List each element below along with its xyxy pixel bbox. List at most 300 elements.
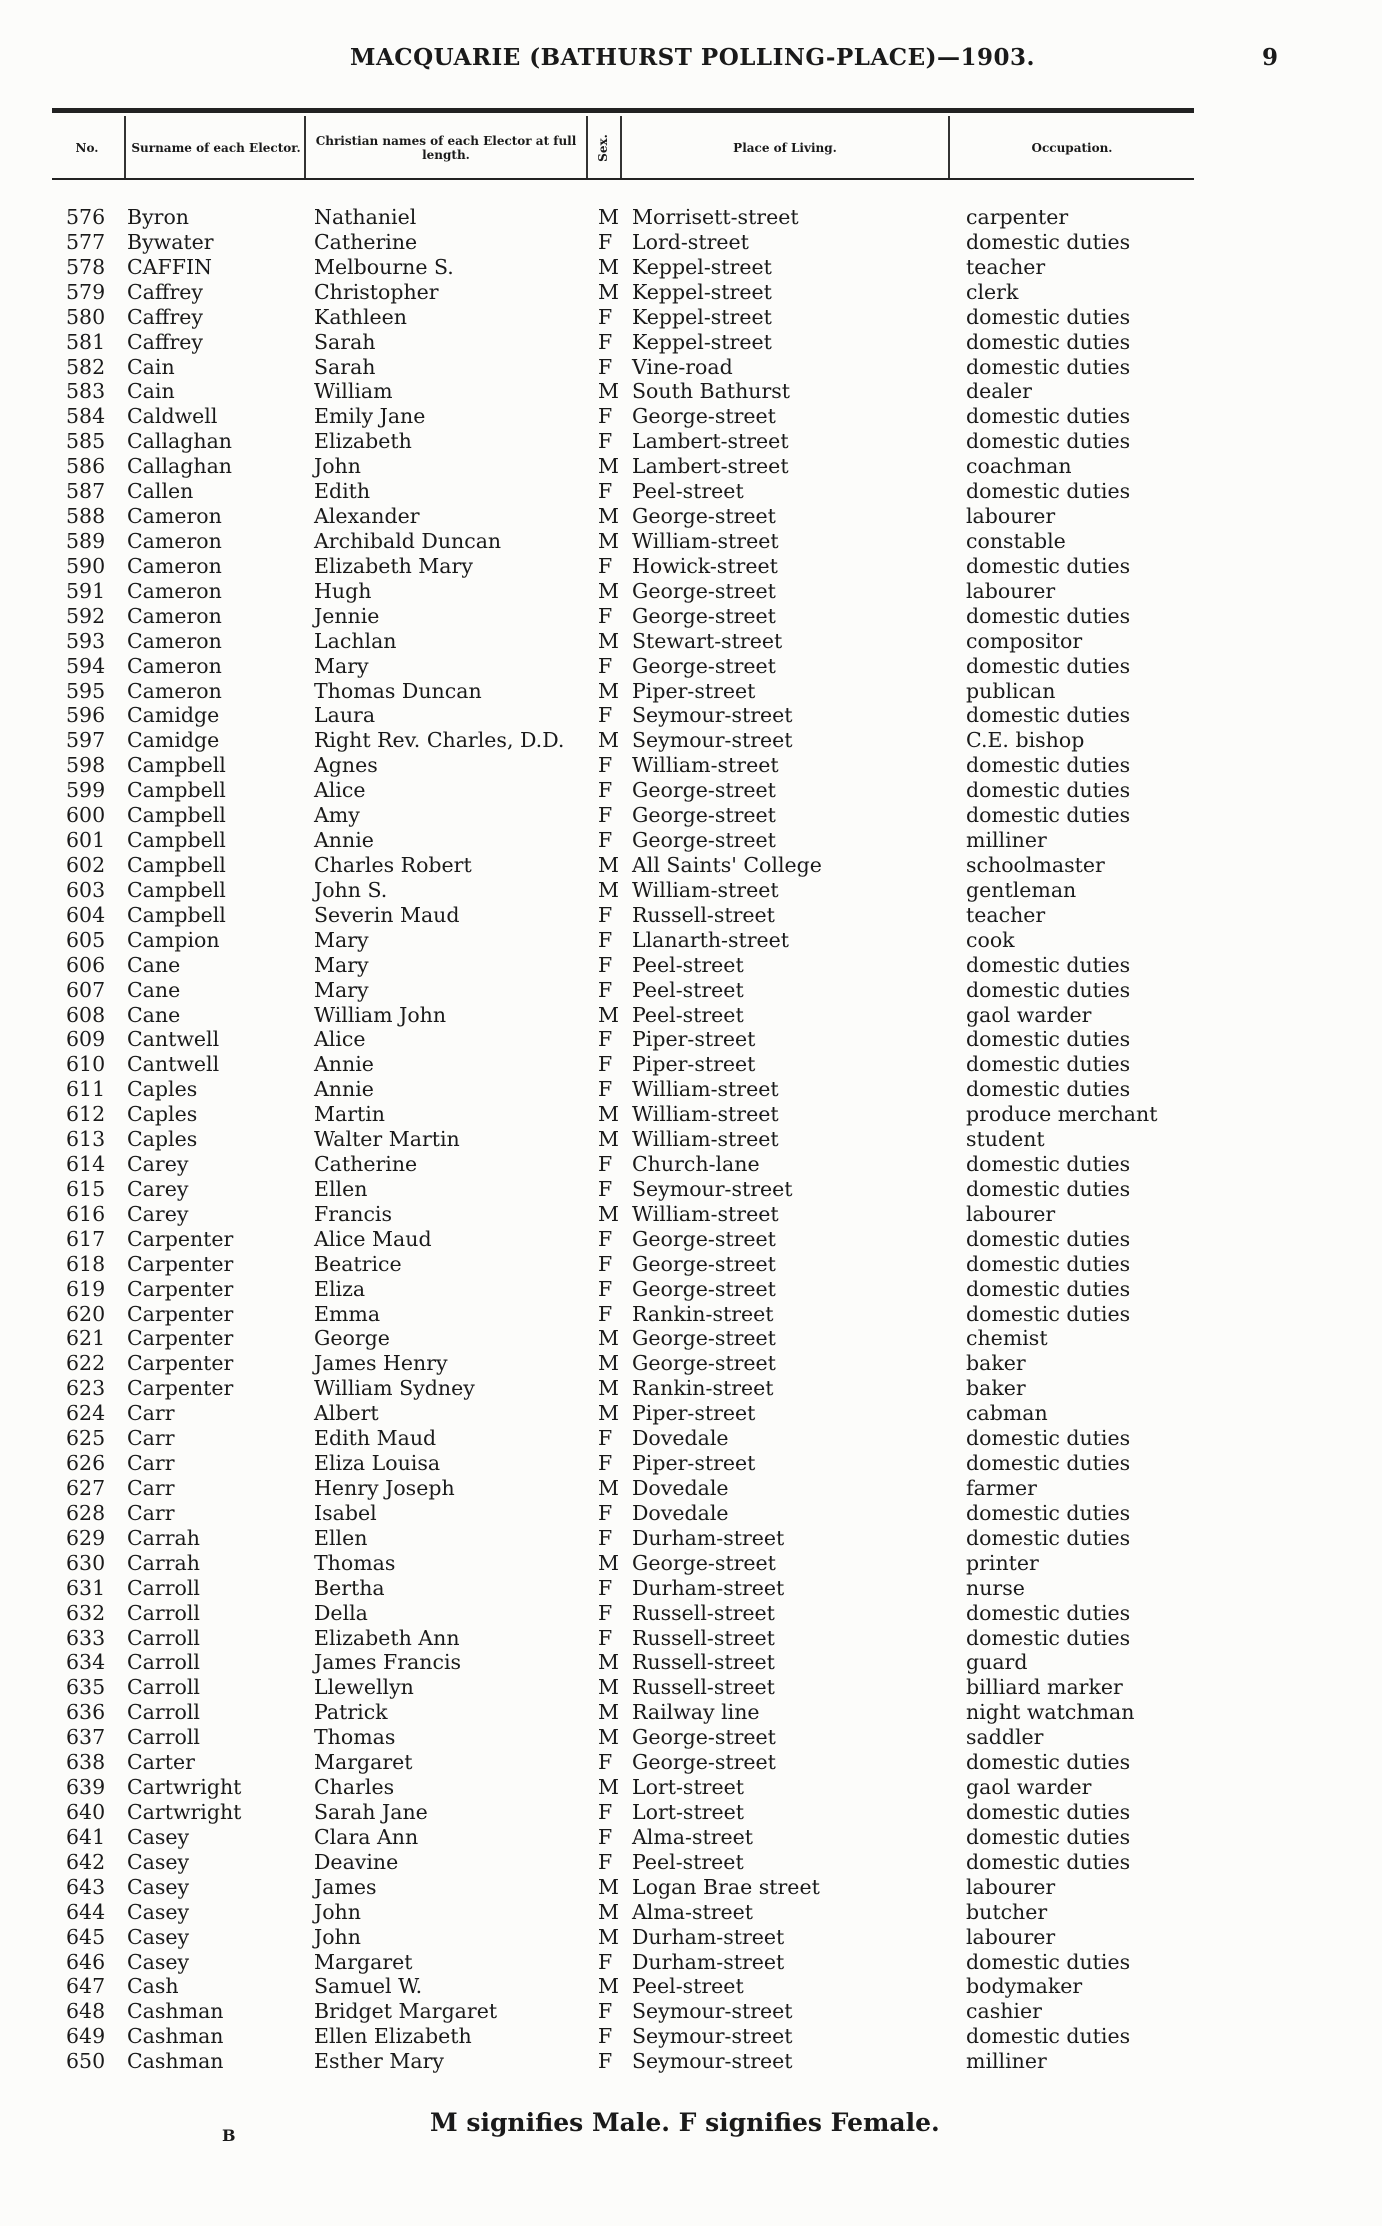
elector-sex: F (598, 703, 613, 728)
table-row (0, 828, 1382, 853)
elector-sex: M (598, 1775, 619, 1800)
elector-place-of-living: Llanarth-street (632, 927, 790, 952)
elector-christian-names: Ellen Elizabeth (314, 2024, 472, 2049)
elector-sex: F (598, 952, 613, 977)
elector-place-of-living: Stewart-street (632, 628, 783, 653)
elector-place-of-living: Peel-street (632, 977, 744, 1002)
column-header-occupation: Occupation. (1031, 141, 1113, 155)
elector-place-of-living: Russell-street (632, 1675, 775, 1700)
elector-sex: F (598, 1999, 613, 2024)
elector-occupation: domestic duties (966, 1426, 1131, 1451)
elector-sex: F (598, 1500, 613, 1525)
elector-occupation: domestic duties (966, 977, 1131, 1002)
table-row (0, 1376, 1382, 1401)
elector-christian-names: John S. (314, 877, 388, 902)
elector-surname: Cain (127, 379, 175, 404)
elector-sex: M (598, 1201, 619, 1226)
elector-surname: Cain (127, 354, 175, 379)
table-row (0, 1875, 1382, 1900)
elector-place-of-living: William-street (632, 1077, 779, 1102)
elector-sex: F (598, 778, 613, 803)
elector-surname: Carroll (127, 1675, 200, 1700)
elector-occupation: domestic duties (966, 1800, 1131, 1824)
elector-sex: M (598, 379, 619, 404)
elector-occupation: domestic duties (966, 1525, 1131, 1550)
table-row (0, 280, 1382, 305)
elector-surname: Cashman (127, 2049, 224, 2074)
elector-christian-names: James (314, 1874, 377, 1899)
elector-number: 587 (66, 479, 106, 504)
elector-number: 631 (66, 1575, 106, 1600)
elector-number: 640 (66, 1800, 106, 1824)
elector-occupation: chemist (966, 1326, 1048, 1351)
elector-place-of-living: Rankin-street (632, 1376, 774, 1401)
elector-surname: Callen (127, 479, 194, 504)
table-row (0, 654, 1382, 679)
table-row (0, 1252, 1382, 1277)
table-row (0, 1576, 1382, 1601)
table-row (0, 1003, 1382, 1028)
elector-occupation: domestic duties (966, 1750, 1131, 1775)
elector-place-of-living: George-street (632, 1550, 776, 1575)
elector-occupation: domestic duties (966, 803, 1131, 828)
elector-sex: M (598, 1127, 619, 1152)
elector-occupation: domestic duties (966, 952, 1131, 977)
elector-sex: F (598, 1849, 613, 1874)
elector-occupation: domestic duties (966, 1251, 1131, 1276)
elector-occupation: gaol warder (966, 1775, 1092, 1800)
table-row (0, 1277, 1382, 1302)
elector-surname: Carroll (127, 1625, 200, 1650)
elector-occupation: cook (966, 927, 1015, 952)
elector-number: 626 (66, 1451, 106, 1476)
elector-christian-names: Eliza Louisa (314, 1451, 441, 1476)
table-row (0, 1302, 1382, 1327)
elector-sex: F (598, 479, 613, 504)
elector-place-of-living: William-street (632, 877, 779, 902)
table-row (0, 554, 1382, 579)
elector-sex: M (598, 877, 619, 902)
elector-place-of-living: Durham-street (632, 1924, 785, 1949)
elector-place-of-living: Lort-street (632, 1800, 744, 1824)
elector-surname: Cartwright (127, 1800, 242, 1824)
elector-sex: F (598, 329, 613, 354)
elector-sex: F (598, 753, 613, 778)
elector-number: 580 (66, 304, 106, 329)
table-row (0, 1850, 1382, 1875)
elector-occupation: nurse (966, 1575, 1025, 1600)
elector-place-of-living: George-street (632, 578, 776, 603)
elector-sex: M (598, 279, 619, 304)
elector-number: 638 (66, 1750, 106, 1775)
elector-number: 593 (66, 628, 106, 653)
elector-surname: Campbell (127, 753, 226, 778)
elector-christian-names: Ellen (314, 1525, 368, 1550)
table-row (0, 2024, 1382, 2049)
table-row (0, 1077, 1382, 1102)
elector-number: 637 (66, 1725, 106, 1750)
elector-place-of-living: William-street (632, 1127, 779, 1152)
elector-occupation: domestic duties (966, 1152, 1131, 1177)
table-row (0, 479, 1382, 504)
elector-occupation: farmer (966, 1476, 1037, 1501)
elector-place-of-living: George-street (632, 1276, 776, 1301)
elector-surname: Caples (127, 1127, 198, 1152)
elector-place-of-living: William-street (632, 753, 779, 778)
elector-surname: Cameron (127, 628, 222, 653)
elector-place-of-living: George-street (632, 778, 776, 803)
elector-occupation: teacher (966, 254, 1046, 279)
elector-occupation: domestic duties (966, 1276, 1131, 1301)
table-row (0, 1775, 1382, 1800)
elector-sex: F (598, 1226, 613, 1251)
elector-sex: M (598, 1326, 619, 1351)
elector-surname: Callaghan (127, 454, 232, 479)
elector-occupation: domestic duties (966, 1052, 1131, 1077)
elector-christian-names: Elizabeth Mary (314, 553, 473, 578)
elector-christian-names: Archibald Duncan (314, 528, 502, 553)
elector-sex: F (598, 1426, 613, 1451)
elector-place-of-living: George-street (632, 1226, 776, 1251)
elector-occupation: labourer (966, 1874, 1056, 1899)
elector-sex: M (598, 1924, 619, 1949)
elector-number: 622 (66, 1351, 106, 1376)
elector-number: 636 (66, 1700, 106, 1725)
elector-number: 635 (66, 1675, 106, 1700)
elector-surname: Caffrey (127, 304, 203, 329)
elector-occupation: domestic duties (966, 1226, 1131, 1251)
elector-surname: Cantwell (127, 1027, 220, 1052)
elector-number: 613 (66, 1127, 106, 1152)
table-row (0, 1027, 1382, 1052)
elector-sex: M (598, 578, 619, 603)
elector-number: 627 (66, 1476, 106, 1501)
elector-number: 579 (66, 279, 106, 304)
elector-number: 650 (66, 2049, 106, 2074)
elector-sex: F (598, 404, 613, 429)
table-row (0, 1650, 1382, 1675)
table-row (0, 1052, 1382, 1077)
elector-place-of-living: Dovedale (632, 1500, 729, 1525)
elector-occupation: milliner (966, 828, 1047, 853)
elector-christian-names: Emily Jane (314, 404, 426, 429)
elector-number: 645 (66, 1924, 106, 1949)
elector-sex: F (598, 1625, 613, 1650)
elector-surname: Campbell (127, 828, 226, 853)
elector-sex: F (598, 1800, 613, 1824)
elector-christian-names: Sarah Jane (314, 1800, 428, 1824)
elector-sex: F (598, 977, 613, 1002)
elector-number: 581 (66, 329, 106, 354)
table-row (0, 1501, 1382, 1526)
elector-christian-names: Severin Maud (314, 902, 460, 927)
elector-sex: M (598, 1874, 619, 1899)
table-row (0, 1925, 1382, 1950)
elector-surname: Casey (127, 1849, 190, 1874)
elector-number: 620 (66, 1301, 106, 1326)
elector-number: 617 (66, 1226, 106, 1251)
elector-christian-names: Samuel W. (314, 1974, 423, 1999)
elector-surname: Cash (127, 1974, 179, 1999)
elector-place-of-living: George-street (632, 1251, 776, 1276)
elector-number: 607 (66, 977, 106, 1002)
table-header-rule (52, 178, 1194, 180)
elector-number: 599 (66, 778, 106, 803)
elector-christian-names: Albert (314, 1401, 379, 1426)
table-row (0, 504, 1382, 529)
table-row (0, 1700, 1382, 1725)
elector-surname: Carroll (127, 1600, 200, 1625)
table-row (0, 1152, 1382, 1177)
table-row (0, 1202, 1382, 1227)
elector-place-of-living: Piper-street (632, 678, 756, 703)
elector-occupation: carpenter (966, 205, 1069, 229)
elector-occupation: constable (966, 528, 1066, 553)
table-row (0, 454, 1382, 479)
elector-sex: F (598, 1077, 613, 1102)
table-row (0, 404, 1382, 429)
table-row (0, 1401, 1382, 1426)
elector-sex: F (598, 1052, 613, 1077)
elector-surname: Cane (127, 952, 181, 977)
elector-sex: F (598, 803, 613, 828)
elector-occupation: domestic duties (966, 703, 1131, 728)
elector-surname: Cashman (127, 1999, 224, 2024)
elector-occupation: bodymaker (966, 1974, 1083, 1999)
elector-sex: M (598, 1725, 619, 1750)
elector-sex: M (598, 1974, 619, 1999)
elector-occupation: domestic duties (966, 1849, 1131, 1874)
elector-christian-names: Sarah (314, 329, 376, 354)
elector-number: 618 (66, 1251, 106, 1276)
column-header-surname: Surname of each Elector. (131, 141, 301, 155)
elector-number: 577 (66, 229, 106, 254)
elector-occupation: schoolmaster (966, 852, 1105, 877)
elector-sex: F (598, 354, 613, 379)
elector-place-of-living: William-street (632, 1201, 779, 1226)
table-row (0, 429, 1382, 454)
elector-place-of-living: South Bathurst (632, 379, 791, 404)
elector-christian-names: Alice (314, 778, 366, 803)
elector-sex: M (598, 1899, 619, 1924)
elector-place-of-living: Keppel-street (632, 304, 772, 329)
elector-number: 591 (66, 578, 106, 603)
elector-occupation: clerk (966, 279, 1019, 304)
elector-number: 596 (66, 703, 106, 728)
elector-number: 597 (66, 728, 106, 753)
table-row (0, 1351, 1382, 1376)
elector-number: 648 (66, 1999, 106, 2024)
elector-christian-names: Catherine (314, 1152, 418, 1177)
elector-number: 603 (66, 877, 106, 902)
elector-number: 614 (66, 1152, 106, 1177)
elector-sex: F (598, 653, 613, 678)
elector-surname: Cameron (127, 603, 222, 628)
elector-occupation: baker (966, 1351, 1026, 1376)
elector-occupation: labourer (966, 504, 1056, 529)
elector-christian-names: Clara Ann (314, 1824, 419, 1849)
elector-surname: Campbell (127, 902, 226, 927)
elector-sex: M (598, 628, 619, 653)
elector-christian-names: Nathaniel (314, 205, 417, 229)
column-divider (304, 116, 306, 178)
elector-sex: F (598, 1750, 613, 1775)
elector-surname: Casey (127, 1874, 190, 1899)
elector-christian-names: Walter Martin (314, 1127, 460, 1152)
elector-number: 600 (66, 803, 106, 828)
elector-sex: M (598, 205, 619, 229)
page-header (0, 44, 1382, 84)
elector-occupation: domestic duties (966, 1600, 1131, 1625)
elector-occupation: labourer (966, 1201, 1056, 1226)
elector-christian-names: James Henry (314, 1351, 448, 1376)
elector-sex: M (598, 1102, 619, 1127)
elector-occupation: guard (966, 1650, 1028, 1675)
elector-surname: Carpenter (127, 1301, 234, 1326)
elector-christian-names: Elizabeth (314, 429, 412, 454)
elector-number: 584 (66, 404, 106, 429)
table-row (0, 803, 1382, 828)
elector-christian-names: Charles (314, 1775, 395, 1800)
elector-place-of-living: Seymour-street (632, 703, 793, 728)
elector-christian-names: Agnes (314, 753, 378, 778)
elector-number: 629 (66, 1525, 106, 1550)
elector-number: 590 (66, 553, 106, 578)
elector-occupation: domestic duties (966, 229, 1131, 254)
elector-occupation: saddler (966, 1725, 1044, 1750)
elector-occupation: printer (966, 1550, 1039, 1575)
elector-christian-names: James Francis (314, 1650, 462, 1675)
table-row (0, 1426, 1382, 1451)
elector-sex: M (598, 1700, 619, 1725)
elector-occupation: domestic duties (966, 479, 1131, 504)
elector-number: 641 (66, 1824, 106, 1849)
elector-place-of-living: Church-lane (632, 1152, 760, 1177)
elector-place-of-living: Keppel-street (632, 254, 772, 279)
elector-place-of-living: Keppel-street (632, 329, 772, 354)
elector-place-of-living: William-street (632, 528, 779, 553)
elector-place-of-living: George-street (632, 828, 776, 853)
column-header-sex (588, 118, 618, 178)
elector-christian-names: Thomas Duncan (314, 678, 482, 703)
elector-number: 647 (66, 1974, 106, 1999)
elector-surname: Campion (127, 927, 220, 952)
elector-christian-names: Thomas (314, 1550, 396, 1575)
table-row (0, 1626, 1382, 1651)
elector-sex: M (598, 254, 619, 279)
elector-number: 583 (66, 379, 106, 404)
elector-place-of-living: George-street (632, 653, 776, 678)
elector-occupation: student (966, 1127, 1045, 1152)
elector-christian-names: Charles Robert (314, 852, 472, 877)
elector-place-of-living: Lort-street (632, 1775, 744, 1800)
elector-christian-names: Isabel (314, 1500, 377, 1525)
elector-christian-names: William John (314, 1002, 447, 1027)
table-row (0, 1451, 1382, 1476)
elector-sex: F (598, 2024, 613, 2049)
elector-surname: Carpenter (127, 1376, 234, 1401)
elector-surname: Byron (127, 205, 189, 229)
elector-christian-names: Alice (314, 1027, 366, 1052)
elector-number: 625 (66, 1426, 106, 1451)
elector-surname: Cameron (127, 553, 222, 578)
elector-place-of-living: Russell-street (632, 1650, 775, 1675)
table-row (0, 1825, 1382, 1850)
elector-number: 608 (66, 1002, 106, 1027)
elector-occupation: coachman (966, 454, 1072, 479)
column-header-christian-names: Christian names of each Elector at full length. (315, 134, 577, 162)
elector-christian-names: Thomas (314, 1725, 396, 1750)
elector-christian-names: John (314, 1924, 361, 1949)
elector-sex: M (598, 1476, 619, 1501)
table-row (0, 878, 1382, 903)
elector-christian-names: Francis (314, 1201, 393, 1226)
elector-christian-names: Christopher (314, 279, 439, 304)
elector-surname: Carpenter (127, 1251, 234, 1276)
elector-occupation: domestic duties (966, 1949, 1131, 1974)
table-row (0, 953, 1382, 978)
elector-number: 601 (66, 828, 106, 853)
elector-number: 595 (66, 678, 106, 703)
elector-place-of-living: Lambert-street (632, 429, 789, 454)
column-header-no: No. (75, 141, 99, 155)
table-row (0, 1601, 1382, 1626)
elector-surname: CAFFIN (127, 254, 212, 279)
elector-christian-names: John (314, 1899, 361, 1924)
elector-surname: Cameron (127, 504, 222, 529)
elector-occupation: publican (966, 678, 1056, 703)
elector-occupation: domestic duties (966, 1077, 1131, 1102)
elector-number: 609 (66, 1027, 106, 1052)
elector-christian-names: Annie (314, 1077, 374, 1102)
elector-christian-names: Bertha (314, 1575, 385, 1600)
elector-number: 592 (66, 603, 106, 628)
elector-occupation: gentleman (966, 877, 1077, 902)
elector-occupation: milliner (966, 2049, 1047, 2074)
table-row (0, 330, 1382, 355)
elector-number: 621 (66, 1326, 106, 1351)
table-row (0, 379, 1382, 404)
elector-place-of-living: Peel-street (632, 479, 744, 504)
elector-number: 619 (66, 1276, 106, 1301)
elector-place-of-living: George-street (632, 1351, 776, 1376)
elector-sex: M (598, 1550, 619, 1575)
elector-place-of-living: George-street (632, 504, 776, 529)
elector-occupation: dealer (966, 379, 1032, 404)
elector-christian-names: Mary (314, 653, 369, 678)
elector-place-of-living: Seymour-street (632, 2024, 793, 2049)
elector-sex: F (598, 1176, 613, 1201)
table-row (0, 753, 1382, 778)
elector-place-of-living: Piper-street (632, 1401, 756, 1426)
elector-occupation: gaol warder (966, 1002, 1092, 1027)
elector-place-of-living: Peel-street (632, 1002, 744, 1027)
elector-number: 639 (66, 1775, 106, 1800)
elector-christian-names: Lachlan (314, 628, 397, 653)
elector-sex: F (598, 1575, 613, 1600)
elector-christian-names: William Sydney (314, 1376, 475, 1401)
elector-place-of-living: Vine-road (632, 354, 733, 379)
table-row (0, 1725, 1382, 1750)
elector-christian-names: Hugh (314, 578, 372, 603)
elector-sex: F (598, 429, 613, 454)
table-row (0, 1476, 1382, 1501)
elector-christian-names: Emma (314, 1301, 381, 1326)
table-row (0, 579, 1382, 604)
elector-place-of-living: Railway line (632, 1700, 760, 1725)
electors-table-body (0, 205, 1382, 2074)
table-row (0, 778, 1382, 803)
